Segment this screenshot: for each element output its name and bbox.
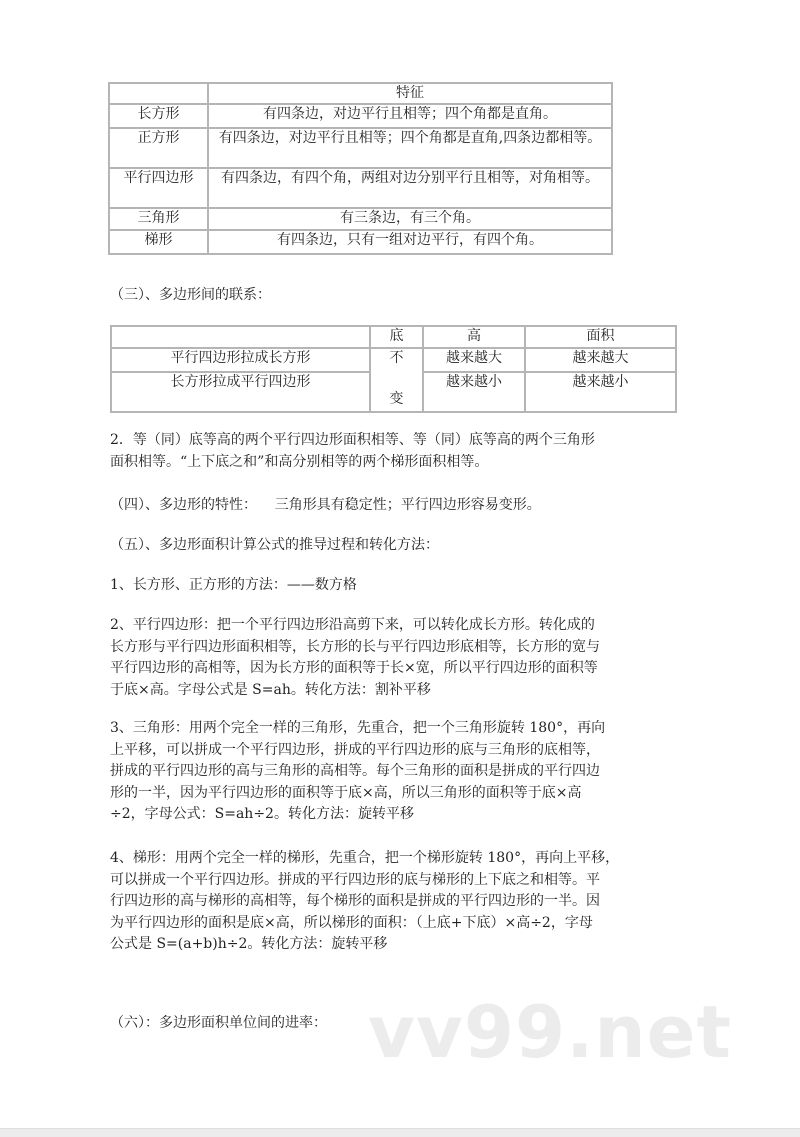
header-base: 底 bbox=[370, 326, 423, 348]
text-line: 3、三角形：用两个完全一样的三角形，先重合，把一个三角形旋转 180°，再向 bbox=[110, 720, 606, 736]
text-line: 为平行四边形的面积是底×高，所以梯形的面积：（上底+下底）×高÷2，字母 bbox=[110, 914, 593, 931]
method-2 bbox=[110, 615, 700, 701]
height-change: 越来越大 bbox=[423, 348, 525, 372]
header-area: 面积 bbox=[525, 326, 676, 348]
section-3-title: （三）、多边形间的联系： bbox=[110, 287, 271, 303]
watermark: vv99.net bbox=[368, 990, 732, 1074]
method-1: 1、长方形、正方形的方法：——数方格 bbox=[110, 577, 357, 593]
shape-name: 正方形 bbox=[109, 128, 208, 168]
polygon-relation-table bbox=[110, 325, 677, 413]
shape-name: 平行四边形 bbox=[109, 168, 208, 208]
text-line: 面积相等。“上下底之和”和高分别相等的两个梯形面积相等。 bbox=[110, 453, 489, 470]
method-4 bbox=[110, 848, 700, 956]
section-5-title: （五）、多边形面积计算公式的推导过程和转化方法： bbox=[110, 537, 439, 553]
shape-feature: 有四条边，对边平行且相等；四个角都是直角。 bbox=[208, 104, 612, 128]
text-line: 2．等（同）底等高的两个平行四边形面积相等、等（同）底等高的两个三角形 bbox=[110, 432, 595, 448]
base-char: 变 bbox=[389, 391, 404, 407]
base-char: 不 bbox=[389, 350, 404, 366]
header-height: 高 bbox=[423, 326, 525, 348]
area-change: 越来越小 bbox=[525, 372, 676, 412]
header-empty bbox=[111, 326, 370, 348]
text-line: 可以拼成一个平行四边形。拼成的平行四边形的底与梯形的上下底之和相等。平 bbox=[110, 871, 600, 888]
text-line: 于底×高。字母公式是 S=ah。转化方法：割补平移 bbox=[110, 681, 431, 698]
section-4: （四）、多边形的特性： 三角形具有稳定性；平行四边形容易变形。 bbox=[110, 497, 541, 513]
equal-area-paragraph bbox=[110, 430, 700, 473]
text-line: 公式是 S=(a+b)h÷2。转化方法：旋转平移 bbox=[110, 936, 388, 952]
page-bottom-edge bbox=[0, 1128, 800, 1137]
header-empty bbox=[109, 83, 208, 104]
header-feature: 特征 bbox=[208, 83, 612, 104]
text-line: ÷2，字母公式：S=ah÷2。转化方法：旋转平移 bbox=[110, 806, 414, 822]
section-6-title: （六）：多边形面积单位间的进率： bbox=[110, 1015, 327, 1031]
height-change: 越来越小 bbox=[423, 372, 525, 412]
text-line: 上平移，可以拼成一个平行四边形，拼成的平行四边形的底与三角形的底相等， bbox=[110, 741, 600, 758]
shape-name: 三角形 bbox=[109, 208, 208, 230]
text-line: 拼成的平行四边形的高与三角形的高相等。每个三角形的面积是拼成的平行四边 bbox=[110, 763, 600, 779]
shape-feature: 有四条边，有四个角，两组对边分别平行且相等，对角相等。 bbox=[208, 168, 612, 208]
method-3 bbox=[110, 718, 700, 826]
text-line: 2、平行四边形：把一个平行四边形沿高剪下来，可以转化成长方形。转化成的 bbox=[110, 617, 595, 633]
text-line: 长方形与平行四边形面积相等，长方形的长与平行四边形底相等，长方形的宽与 bbox=[110, 638, 600, 655]
shape-feature: 有四条边，只有一组对边平行，有四个角。 bbox=[208, 230, 612, 254]
text-line: 形的一半，因为平行四边形的面积等于底×高，所以三角形的面积等于底×高 bbox=[110, 784, 582, 801]
row-label: 平行四边形拉成长方形 bbox=[111, 348, 370, 372]
shape-feature: 有四条边，对边平行且相等；四个角都是直角,四条边都相等。 bbox=[208, 128, 612, 168]
shape-feature: 有三条边，有三个角。 bbox=[208, 208, 612, 230]
base-unchanged bbox=[370, 348, 423, 412]
text-line: 行四边形的高与梯形的高相等，每个梯形的面积是拼成的平行四边形的一半。因 bbox=[110, 893, 600, 909]
text-line: 平行四边形的高相等，因为长方形的面积等于长×宽，所以平行四边形的面积等 bbox=[110, 660, 598, 676]
row-label: 长方形拉成平行四边形 bbox=[111, 372, 370, 412]
text-line: 4、梯形：用两个完全一样的梯形，先重合，把一个梯形旋转 180°，再向上平移， bbox=[110, 850, 620, 866]
shape-name: 梯形 bbox=[109, 230, 208, 254]
shape-name: 长方形 bbox=[109, 104, 208, 128]
shape-features-table bbox=[108, 82, 613, 255]
area-change: 越来越大 bbox=[525, 348, 676, 372]
